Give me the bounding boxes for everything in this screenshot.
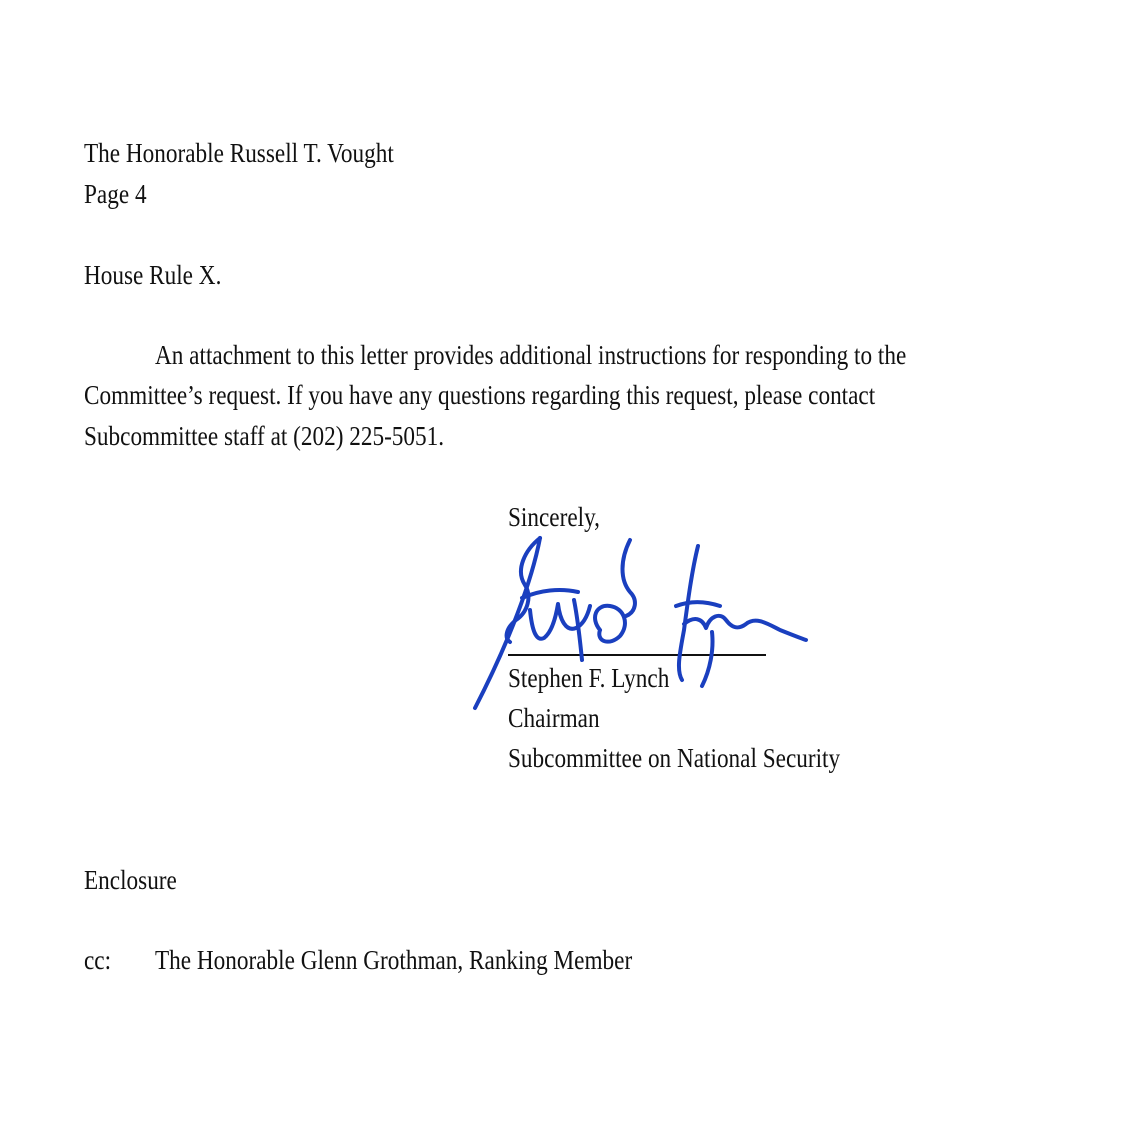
signer-committee: Subcommittee on National Security [508,743,841,773]
closing-salutation: Sincerely, [508,502,600,532]
paragraph-line: Subcommittee staff at (202) 225-5051. [84,421,445,451]
enclosure-label: Enclosure [84,865,177,895]
signer-title: Chairman [508,703,600,733]
page-number: Page 4 [84,179,147,209]
recipient-name: The Honorable Russell T. Vought [84,138,394,168]
continuation-text: House Rule X. [84,260,222,290]
paragraph-line: An attachment to this letter provides additional instructions for responding to the [155,340,907,370]
cc-label: cc: [84,945,112,975]
signer-name: Stephen F. Lynch [508,663,670,693]
paragraph-line: Committee’s request. If you have any questions regarding this request, please contact [84,380,876,410]
cc-recipient: The Honorable Glenn Grothman, Ranking Member [155,945,633,975]
